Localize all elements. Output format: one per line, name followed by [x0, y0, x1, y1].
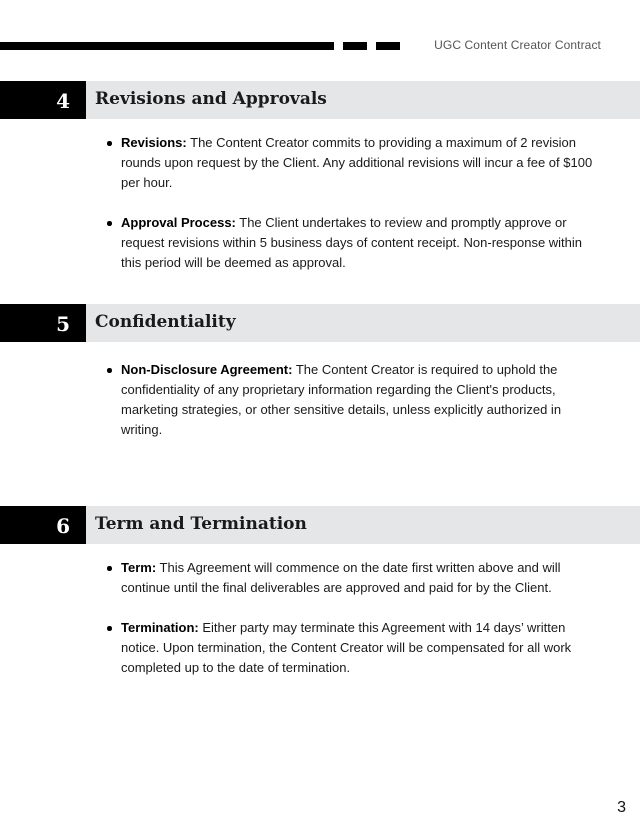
item-text: The Client undertakes to review and promptly approve or request revisions within 5 business days of content receipt. Non-response within this period will be deemed as approval. — [121, 215, 583, 270]
header-bar-long — [0, 42, 334, 50]
item-term: Approval Process: — [121, 215, 236, 230]
list-item-non-disclosure — [104, 360, 600, 440]
section-header-confidentiality — [0, 304, 640, 342]
section-title-bar — [86, 304, 640, 342]
list-item-revisions — [104, 133, 600, 193]
section-header-revisions — [0, 81, 640, 119]
item-text: Either party may terminate this Agreement with 14 days’ written notice. Upon termination, the Content Creator will be compensated for all work completed up to the date of termination. — [121, 620, 572, 675]
section-number-box — [0, 506, 86, 544]
item-term: Revisions: — [121, 135, 187, 150]
section-number-box — [0, 81, 86, 119]
list-item-term — [104, 558, 600, 598]
section-items-revisions — [104, 133, 600, 293]
section-number: 5 — [56, 312, 70, 336]
section-title-bar — [86, 81, 640, 119]
section-number-box — [0, 304, 86, 342]
header-bar-short-2 — [376, 42, 400, 50]
section-items-term-termination — [104, 558, 600, 698]
section-title: Term and Termination — [95, 514, 307, 534]
list-item-approval-process — [104, 213, 600, 273]
document-title: UGC Content Creator Contract — [434, 38, 601, 52]
header-bar-short-1 — [343, 42, 367, 50]
item-text: The Content Creator commits to providing a maximum of 2 revision rounds upon request by the Client. Any additional revisions will incur a fee of $100 per hour. — [121, 135, 593, 190]
item-text: The Content Creator is required to uphold the confidentiality of any proprietary information regarding the Client's products, marketing strategies, or other sensitive details, unless explicitly authorized in writing. — [121, 362, 562, 437]
section-title: Revisions and Approvals — [95, 89, 327, 109]
section-number: 4 — [56, 89, 70, 113]
list-item-termination — [104, 618, 600, 678]
page-number: 3 — [617, 799, 626, 816]
section-number: 6 — [56, 514, 70, 538]
item-term: Non-Disclosure Agreement: — [121, 362, 293, 377]
item-text: This Agreement will commence on the date first written above and will continue until the final deliverables are approved and paid for by the Client. — [121, 560, 561, 595]
item-term: Termination: — [121, 620, 199, 635]
section-title: Confidentiality — [95, 312, 236, 332]
section-title-bar — [86, 506, 640, 544]
section-header-term-termination — [0, 506, 640, 544]
section-items-confidentiality — [104, 360, 600, 460]
item-term: Term: — [121, 560, 157, 575]
